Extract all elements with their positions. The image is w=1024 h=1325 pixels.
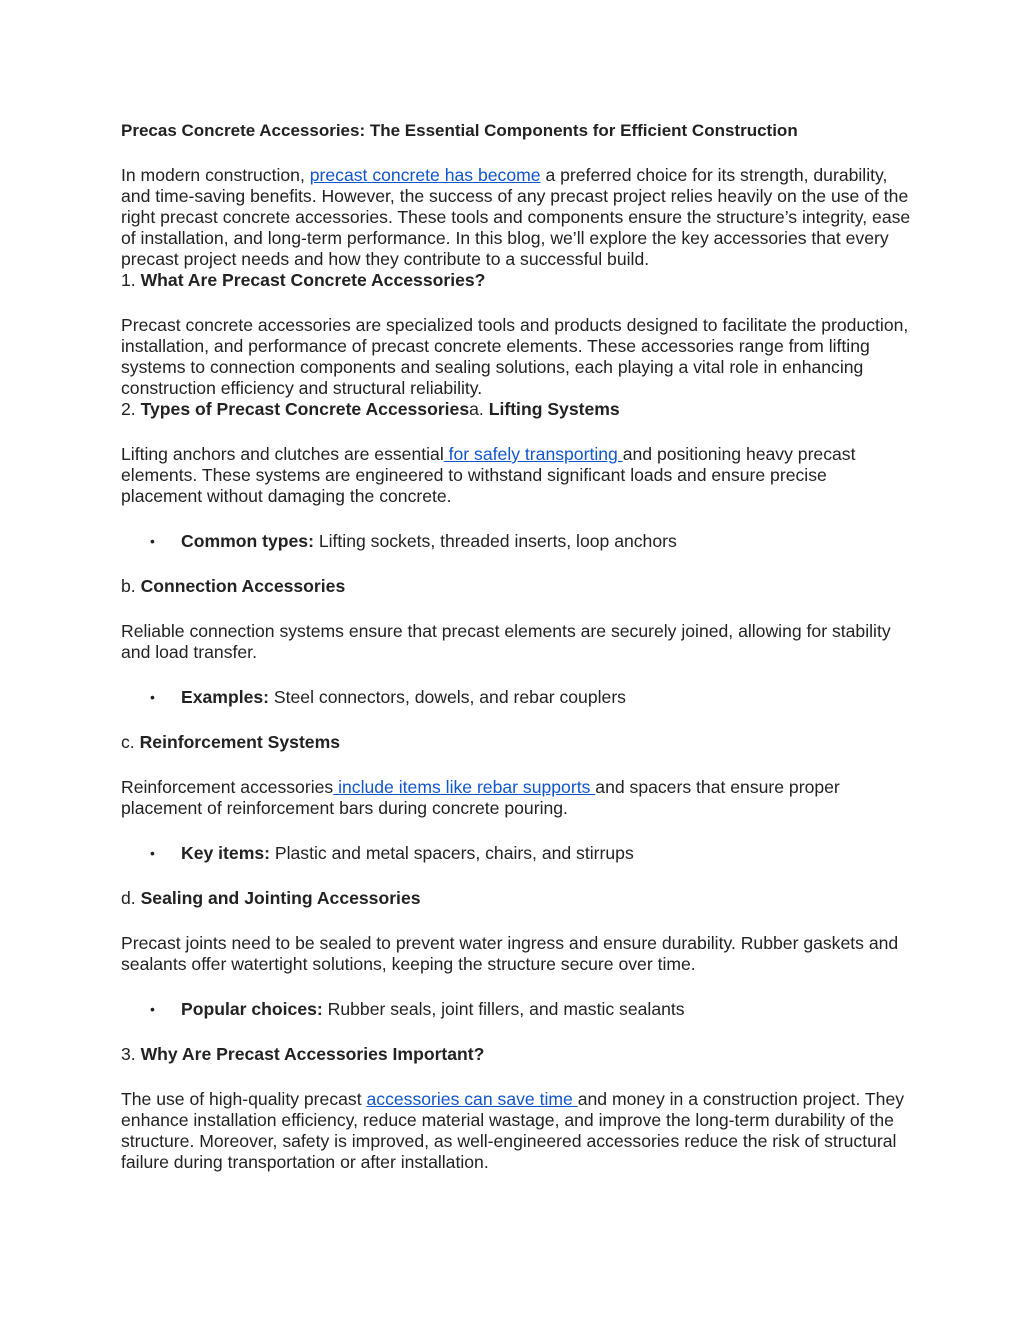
list-item xyxy=(121,999,911,1020)
subsection-d-letter: d. xyxy=(121,888,141,908)
reinforcement-link[interactable]: include items like rebar supports xyxy=(333,777,596,797)
lifting-link[interactable]: for safely transporting xyxy=(443,444,623,464)
list-item xyxy=(121,687,911,708)
document-page xyxy=(121,120,911,1173)
section-1-body: Precast concrete accessories are specialized tools and products designed to facilitate the production, installation, and performance of precast concrete elements. These accessories range from lifting systems to connection components and sealing solutions, each playing a vital role in enhancing construction efficiency and structural reliability. xyxy=(121,315,909,398)
subsection-b-letter: b. xyxy=(121,576,141,596)
bullet-icon: • xyxy=(150,533,155,549)
lifting-text-end: and positioning heavy precast elements. These systems are engineered to withstand significant loads and ensure precise placement without damaging the concrete. xyxy=(121,444,856,506)
subsection-c-letter: c. xyxy=(121,732,140,752)
connection-bullet-list xyxy=(121,687,911,708)
sealing-bullet-list xyxy=(121,999,911,1020)
subsection-d-heading xyxy=(121,888,911,909)
section-3-paragraph xyxy=(121,1089,911,1173)
subsection-c-heading xyxy=(121,732,911,753)
connection-paragraph: Reliable connection systems ensure that precast elements are securely joined, allowing for stability and load transfer. xyxy=(121,621,891,662)
reinforcement-paragraph xyxy=(121,777,911,819)
subsection-c-title: Reinforcement Systems xyxy=(139,732,341,752)
subsection-b-heading xyxy=(121,576,911,597)
section-3-heading xyxy=(121,1044,911,1065)
bullet-text: Plastic and metal spacers, chairs, and stirrups xyxy=(269,843,634,863)
section-3-link[interactable]: accessories can save time xyxy=(366,1089,578,1109)
bullet-text: Rubber seals, joint fillers, and mastic sealants xyxy=(322,999,685,1019)
intro-text-end: a preferred choice for its strength, durability, and time-saving benefits. However, the success of any precast project relies heavily on the use of the right precast concrete accessories. These tools and components ensure the structure’s integrity, ease of installation, and long-term performance. In this blog, we’ll explore the key accessories that every precast project needs and how they contribute to a successful build. xyxy=(121,165,911,269)
bullet-icon: • xyxy=(150,689,155,705)
reinforcement-bullet-list xyxy=(121,843,911,864)
bullet-label: Popular choices: xyxy=(181,999,323,1019)
intro-link[interactable]: precast concrete has become xyxy=(309,165,541,185)
reinforcement-text-end: and spacers that ensure proper placement of reinforcement bars during concrete pouring. xyxy=(121,777,840,818)
intro-text-start: In modern construction, xyxy=(121,165,310,185)
bullet-icon: • xyxy=(150,845,155,861)
list-item xyxy=(121,531,911,552)
section-3-text-end: and money in a construction project. They enhance installation efficiency, reduce material wastage, and improve the long-term durability of the structure. Moreover, safety is improved, as well-engineered accessories reduce the risk of structural failure during transportation or after installation. xyxy=(121,1089,905,1172)
subsection-b-title: Connection Accessories xyxy=(140,576,346,596)
intro-paragraph xyxy=(121,165,911,270)
list-item xyxy=(121,843,911,864)
lifting-text-start: Lifting anchors and clutches are essential xyxy=(121,444,444,464)
section-1-number: 1. xyxy=(121,270,141,290)
section-2-number: 2. xyxy=(121,399,141,419)
subsection-a-title: Lifting Systems xyxy=(488,399,620,419)
bullet-label: Examples: xyxy=(181,687,270,707)
sealing-paragraph: Precast joints need to be sealed to prevent water ingress and ensure durability. Rubber gaskets and sealants offer watertight solutions, keeping the structure secure over time. xyxy=(121,933,899,974)
bullet-label: Common types: xyxy=(181,531,314,551)
section-3-title: Why Are Precast Accessories Important? xyxy=(140,1044,485,1064)
bullet-text: Lifting sockets, threaded inserts, loop anchors xyxy=(313,531,677,551)
subsection-a-letter: a. xyxy=(469,399,489,419)
section-1-heading xyxy=(121,270,911,291)
section-3-number: 3. xyxy=(121,1044,141,1064)
bullet-label: Key items: xyxy=(181,843,270,863)
section-2-heading xyxy=(121,399,911,420)
section-3-text-start: The use of high-quality precast xyxy=(121,1089,367,1109)
bullet-text: Steel connectors, dowels, and rebar couplers xyxy=(269,687,626,707)
reinforcement-text-start: Reinforcement accessories xyxy=(121,777,334,797)
lifting-paragraph xyxy=(121,444,911,507)
document-title: Precas Concrete Accessories: The Essential Components for Efficient Construction xyxy=(121,121,798,140)
bullet-icon: • xyxy=(150,1001,155,1017)
lifting-bullet-list xyxy=(121,531,911,552)
subsection-d-title: Sealing and Jointing Accessories xyxy=(140,888,421,908)
section-2-title: Types of Precast Concrete Accessories xyxy=(140,399,470,419)
section-1-title: What Are Precast Concrete Accessories? xyxy=(140,270,486,290)
